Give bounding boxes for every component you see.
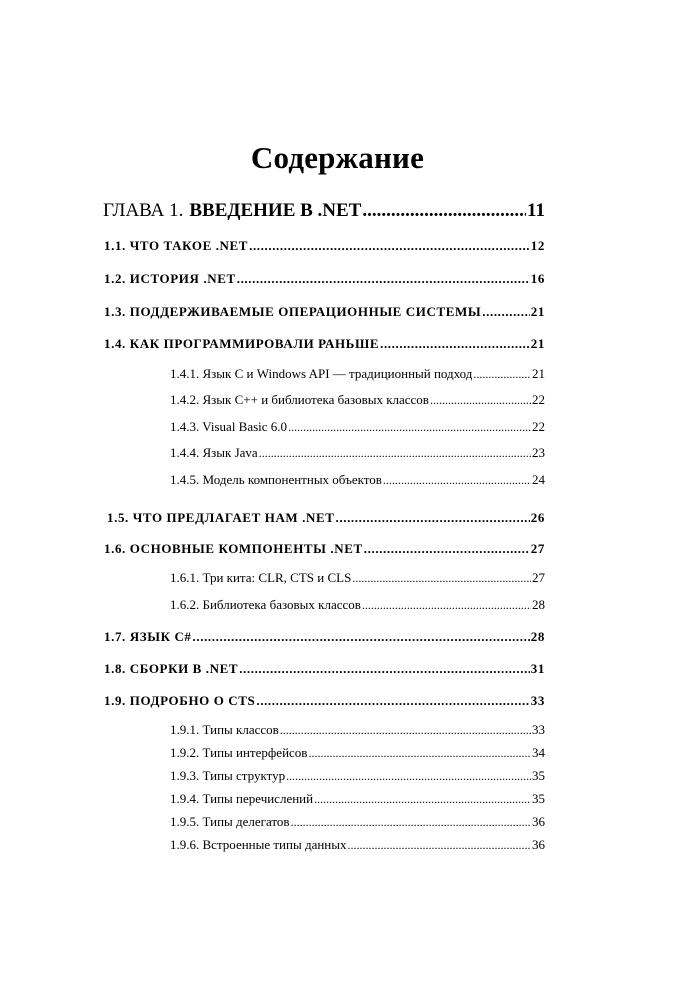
toc-entry-text: 1.7. ЯЗЫК С#: [104, 629, 192, 644]
toc-entry-text: 1.4.2. Язык С++ и библиотека базовых классов: [170, 392, 429, 407]
chapter-page: 11: [527, 200, 545, 221]
toc-entry-page: 28: [532, 597, 545, 612]
toc-entry-page: 24: [532, 472, 545, 487]
leader-dots: [348, 838, 532, 853]
toc-subsection-1-9-4: [170, 791, 545, 807]
toc-subsection-1-4-5: [170, 472, 545, 488]
toc-subsection-1-9-5: [170, 814, 545, 830]
leader-dots: [473, 367, 531, 382]
leader-dots: [364, 541, 530, 557]
toc-subsection-1-4-2: [170, 392, 545, 408]
toc-entry-page: 21: [530, 304, 545, 319]
toc-entry-text: 1.1. ЧТО ТАКОЕ .NET: [104, 238, 249, 253]
toc-entry-page: 12: [530, 238, 545, 253]
toc-entry-text: 1.9. ПОДРОБНО О CTS: [104, 693, 256, 708]
toc-entry-text: 1.5. ЧТО ПРЕДЛАГАЕТ НАМ .NET: [107, 510, 335, 525]
toc-entry-page: 27: [532, 570, 545, 585]
toc-entry-text: 1.9.1. Типы классов: [170, 722, 279, 737]
toc-entry-text: 1.9.3. Типы структур: [170, 768, 286, 783]
toc-entry-text: 1.6. ОСНОВНЫЕ КОМПОНЕНТЫ .NET: [104, 541, 363, 556]
toc-entry-page: 22: [532, 419, 545, 434]
leader-dots: [336, 510, 530, 526]
toc-entry-text: 1.4.5. Модель компонентных объектов: [170, 472, 382, 487]
toc-entry-page: 22: [532, 392, 545, 407]
toc-entry-text: 1.2. ИСТОРИЯ .NET: [104, 271, 236, 286]
toc-entry-text: 1.9.5. Типы делегатов: [170, 814, 290, 829]
leader-dots: [308, 746, 531, 761]
toc-subsection-1-6-2: [170, 597, 545, 613]
toc-entry-page: 33: [532, 722, 545, 737]
leader-dots: [380, 336, 530, 352]
toc-chapter-1: [103, 200, 545, 222]
toc-entry-text: 1.6.2. Библиотека базовых классов: [170, 597, 361, 612]
toc-entry-text: 1.4. КАК ПРОГРАММИРОВАЛИ РАНЬШЕ: [104, 336, 380, 351]
toc-entry-page: 31: [530, 661, 545, 676]
leader-dots: [430, 393, 531, 408]
toc-subsection-1-6-1: [170, 570, 545, 586]
toc-entry-text: 1.9.2. Типы интерфейсов: [170, 745, 308, 760]
toc-entry-page: 35: [532, 791, 545, 806]
toc-subsection-1-4-1: [170, 366, 545, 382]
toc-section-1-3: [104, 304, 545, 320]
leader-dots: [239, 661, 530, 677]
leader-dots: [286, 769, 531, 784]
toc-section-1-7: [104, 629, 545, 645]
toc-entry-text: 1.9.6. Встроенные типы данных: [170, 837, 347, 852]
leader-dots: [362, 598, 531, 613]
chapter-label: ГЛАВА 1.: [103, 200, 184, 221]
toc-entry-text: 1.4.1. Язык С и Windows API — традиционный подход: [170, 366, 473, 381]
toc-entry-text: 1.8. СБОРКИ В .NET: [104, 661, 239, 676]
toc-section-1-1: [104, 238, 545, 254]
toc-section-1-4: [104, 336, 545, 352]
toc-entry-page: 23: [532, 445, 545, 460]
toc-subsection-1-4-3: [170, 419, 545, 435]
toc-section-1-5: [107, 510, 545, 526]
toc-subsection-1-9-6: [170, 837, 545, 853]
toc-entry-page: 36: [532, 837, 545, 852]
leader-dots: [249, 238, 530, 254]
toc-entry-page: 33: [530, 693, 545, 708]
leader-dots: [237, 271, 530, 287]
toc-entry-page: 35: [532, 768, 545, 783]
leader-dots: [280, 723, 531, 738]
toc-subsection-1-9-2: [170, 745, 545, 761]
toc-section-1-6: [104, 541, 545, 557]
toc-entry-page: 36: [532, 814, 545, 829]
toc-entry-page: 27: [530, 541, 545, 556]
toc-entry-text: 1.9.4. Типы перечислений: [170, 791, 314, 806]
toc-subsection-1-4-4: [170, 445, 545, 461]
leader-dots: [482, 304, 530, 320]
toc-entry-page: 26: [530, 510, 545, 525]
toc-section-1-8: [104, 661, 545, 677]
toc-entry-text: 1.4.4. Язык Java: [170, 445, 258, 460]
toc-entry-page: 21: [530, 336, 545, 351]
leader-dots: [291, 815, 531, 830]
toc-section-1-2: [104, 271, 545, 287]
leader-dots: [193, 629, 530, 645]
leader-dots: [259, 446, 531, 461]
toc-entry-page: 34: [532, 745, 545, 760]
leader-dots: [383, 473, 531, 488]
chapter-title: ВВЕДЕНИЕ В .NET: [189, 200, 362, 221]
leader-dots: [314, 792, 531, 807]
toc-entry-page: 28: [530, 629, 545, 644]
toc-entry-page: 21: [532, 366, 545, 381]
toc-entry-text: 1.6.1. Три кита: CLR, CTS и CLS: [170, 570, 352, 585]
toc-entry-text: 1.3. ПОДДЕРЖИВАЕМЫЕ ОПЕРАЦИОННЫЕ СИСТЕМЫ: [104, 304, 482, 319]
page-title: Содержание: [250, 140, 425, 175]
leader-dots: [256, 693, 529, 709]
toc-subsection-1-9-3: [170, 768, 545, 784]
leader-dots: [352, 571, 531, 586]
toc-entry-text: 1.4.3. Visual Basic 6.0: [170, 419, 288, 434]
leader-dots: [362, 200, 526, 222]
toc-entry-page: 16: [530, 271, 545, 286]
toc-subsection-1-9-1: [170, 722, 545, 738]
toc-section-1-9: [104, 693, 545, 709]
leader-dots: [288, 420, 531, 435]
